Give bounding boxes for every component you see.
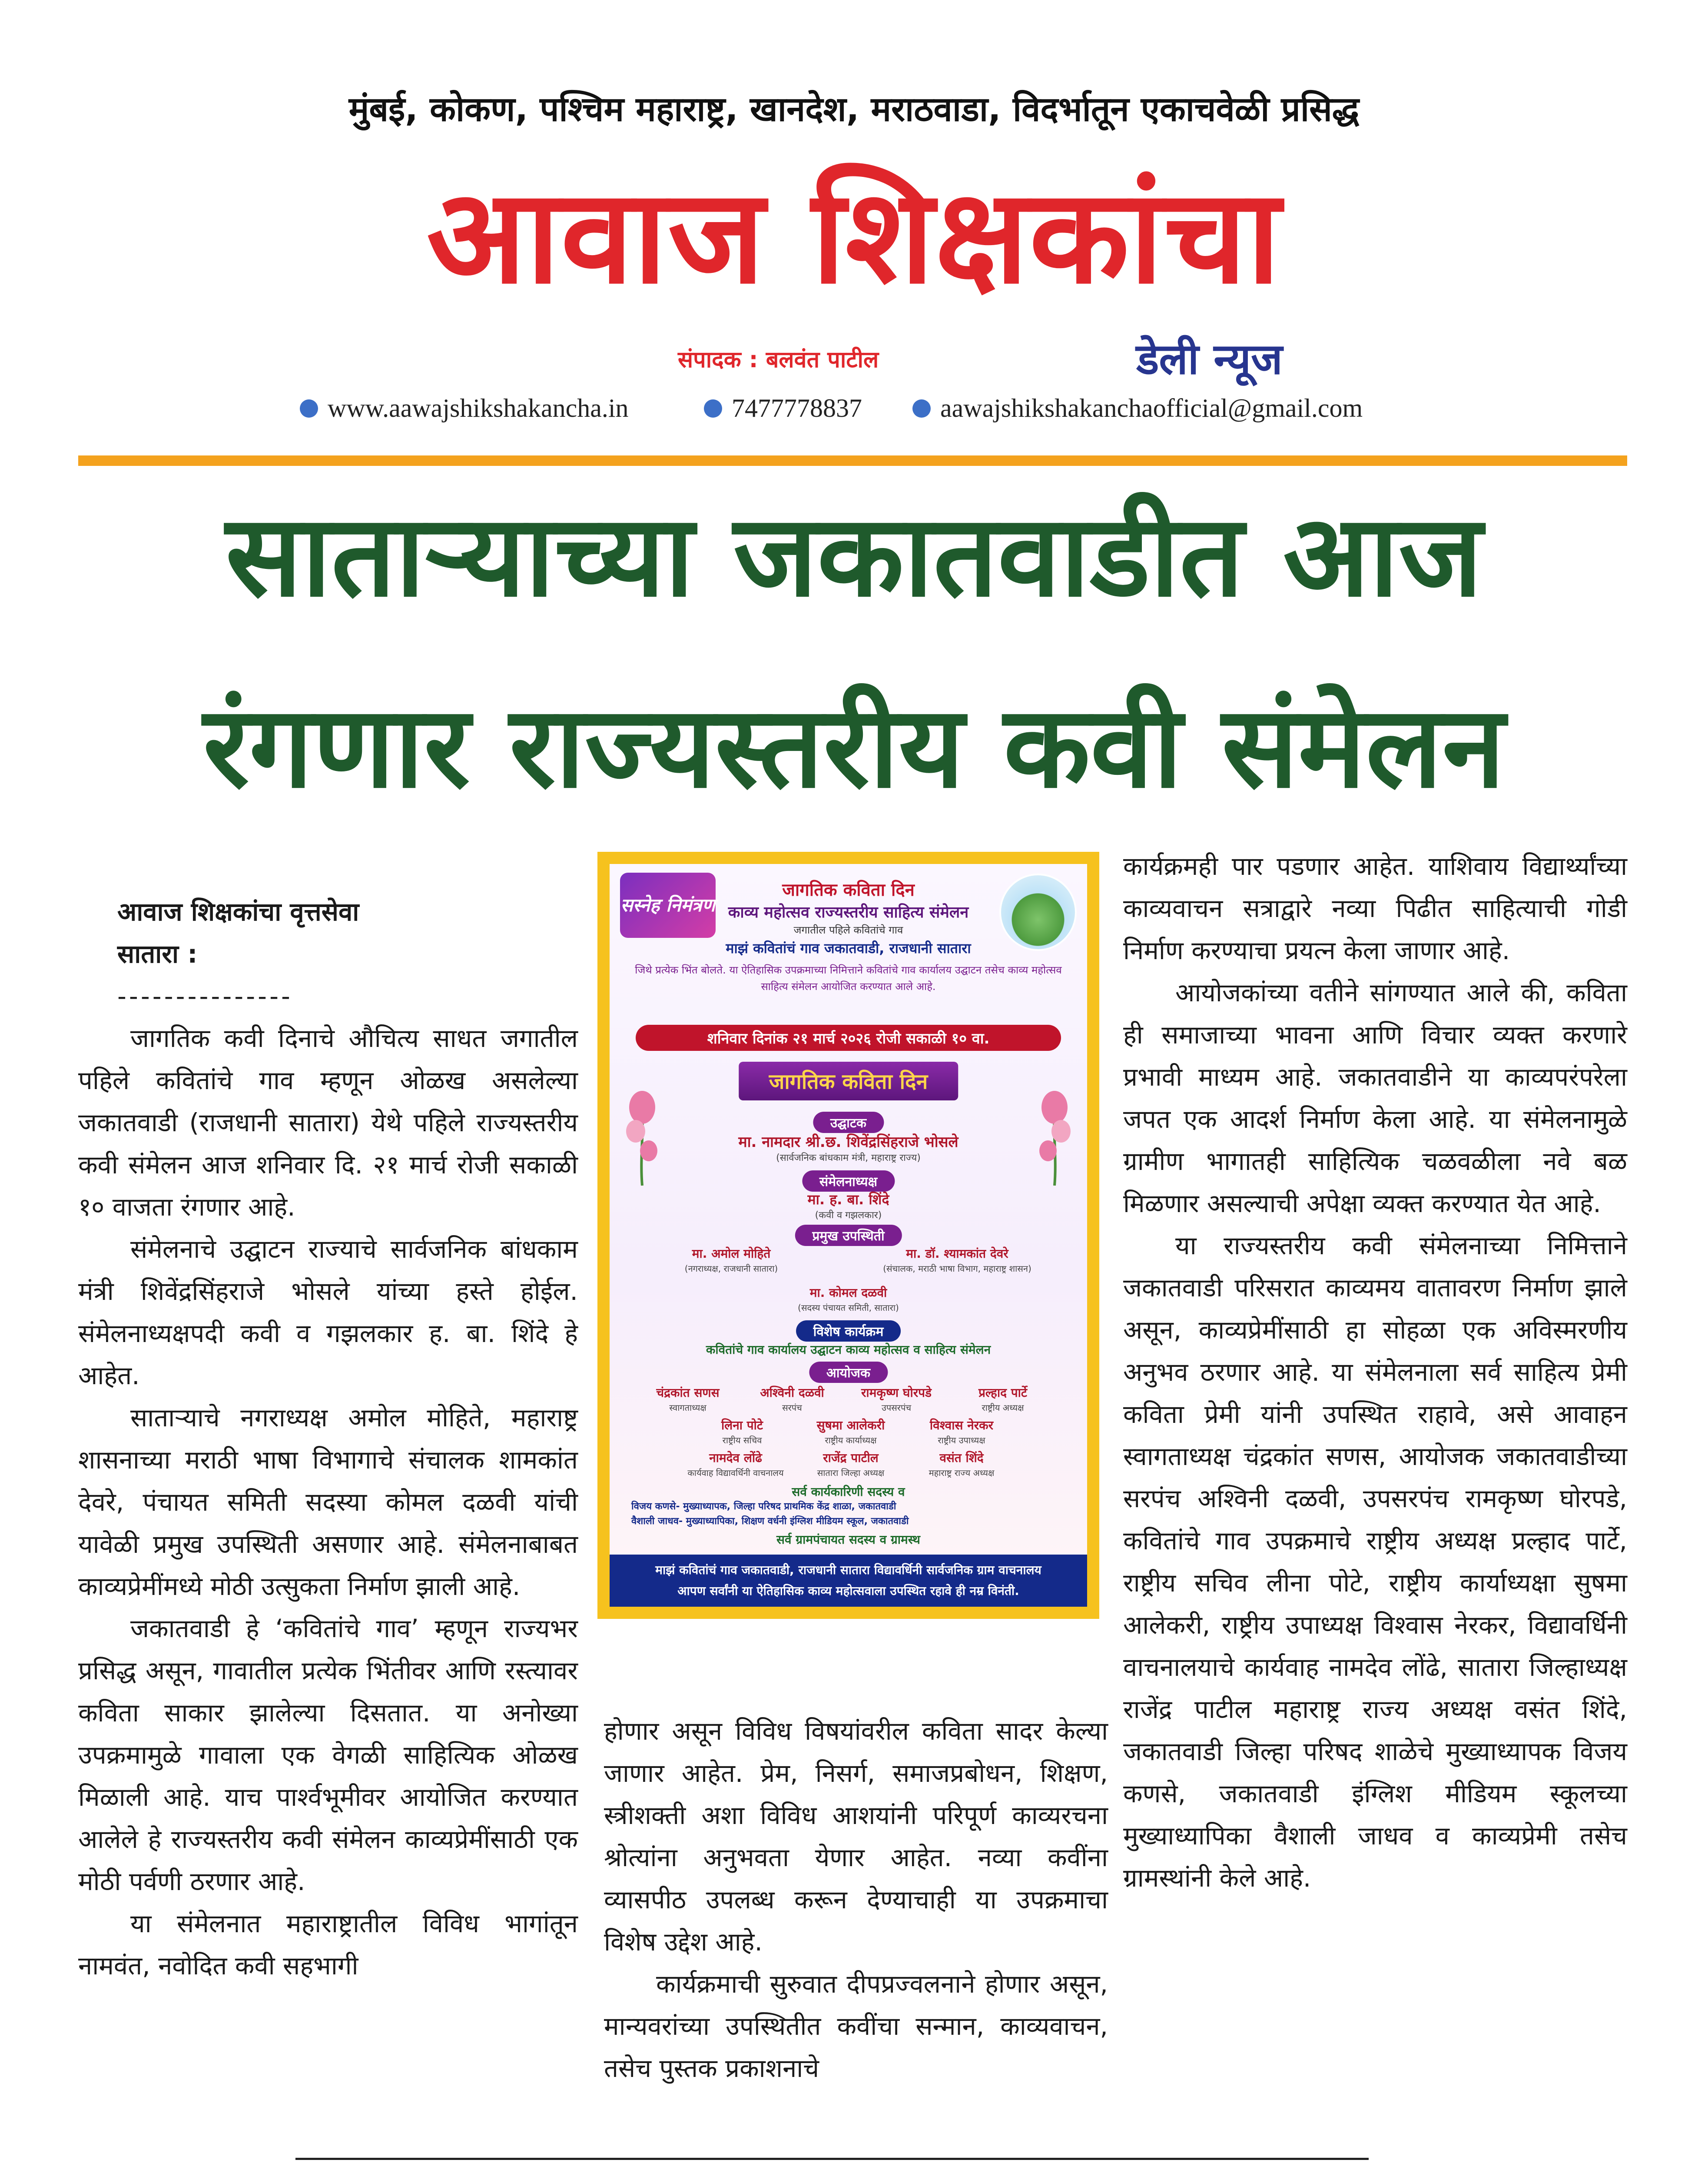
headline-line-1: साताऱ्याच्या जकातवाडीत आज (226, 491, 1482, 622)
poster-sub-1: जगातील पहिले कवितांचे गाव (793, 924, 903, 936)
organizer-role: राष्ट्रीय अध्यक्ष (982, 1402, 1024, 1413)
organizer-role: राष्ट्रीय सचिव (722, 1435, 762, 1445)
mail-icon (912, 399, 931, 418)
president-label: संमेलनाध्यक्ष (802, 1170, 895, 1192)
organizer-role: राष्ट्रीय कार्याध्यक्ष (825, 1435, 877, 1445)
organizer-role: सातारा जिल्हा अध्यक्ष (817, 1468, 885, 1478)
masthead-divider (78, 455, 1627, 466)
organizer (740, 1386, 844, 1415)
guest-1 (627, 1246, 836, 1276)
paragraph: साताऱ्याचे नगराध्यक्ष अमोल मोहिते, महाराष्ट्र शासनाच्या मराठी भाषा विभागाचे संचालक शामकांत देवरे, पंचायत समिती सदस्या कोमल दळवी यांची यावेळी प्रमुख उपस्थिती असणार आहे. संमेलनाबाबत काव्यप्रेमींमध्ये मोठी उत्सुकता निर्माण झाली आहे. (78, 1403, 578, 1601)
guest-2-name: मा. डॉ. श्यामकांत देवरे (906, 1246, 1008, 1261)
organizer-role: सरपंच (782, 1402, 802, 1413)
organizer (844, 1386, 949, 1415)
committee-line: सर्व कार्यकारिणी सदस्य व (792, 1485, 905, 1499)
guest-1-name: मा. अमोल मोहिते (692, 1246, 771, 1261)
president-name: मा. ह. बा. शिंदे (807, 1191, 889, 1208)
article-dateline: सातारा : (117, 939, 198, 969)
website-text[interactable]: www.aawajshikshakancha.in (328, 394, 629, 422)
article-divider: --------------- (117, 981, 293, 1011)
organizer-name: रामकृष्ण घोरपडे (861, 1386, 932, 1400)
article-column-3 (1123, 845, 1627, 1899)
paragraph: जागतिक कवी दिनाचे औचित्य साधत जगातील पहिले कवितांचे गाव म्हणून ओळख असलेल्या जकातवाडी (राजधानी सातारा) येथे पहिले राज्यस्तरीय कवी संमेलन आज शनिवार दि. २१ मार्च रोजी सकाळी १० वाजता रंगणार आहे. (78, 1023, 578, 1222)
gram-line: सर्व ग्रामपंचायत सदस्य व ग्रामस्थ (776, 1532, 920, 1547)
special-label: विशेष कार्यक्रम (796, 1320, 901, 1342)
paragraph: जकातवाडी हे ‘कवितांचे गाव’ म्हणून राज्यभर प्रसिद्ध असून, गावातील प्रत्येक भिंतीवर आणि रस्त्यावर कविता साकार झालेल्या दिसतात. या अनोख्या उपक्रमामुळे गावाला एक वेगळी साहित्यिक ओळख मिळाली आहे. याच पार्श्वभूमीवर आयोजित करण्यात आलेले हे राज्यस्तरीय कवी संमेलन काव्यप्रेमींसाठी एक मोठी पर्वणी ठरणार आहे. (78, 1614, 578, 1896)
paragraph: आयोजकांच्या वतीने सांगण्यात आले की, कविता ही समाजाच्या भावना आणि विचार व्यक्त करणारे प्रभावी माध्यम आहे. जकातवाडीने या काव्यपरंपरेला जपत एक आदर्श निर्माण केला आहे. या संमेलनामुळे ग्रामीण भागातही साहित्यिक चळवळीला नवे बळ मिळणार असल्याची अपेक्षा व्यक्त करण्यात येत आहे. (1123, 978, 1627, 1218)
poster-intro: जिथे प्रत्येक भिंत बोलते. या ऐतिहासिक उपक्रमाच्या निमित्ताने कवितांचे गाव कार्यालय उद्घाटन तसेच काव्य महोत्सव साहित्य संमेलन आयोजित करण्यात आले आहे. (635, 964, 1062, 993)
president-role: (कवी व गझलकार) (815, 1210, 882, 1221)
organizer-role: राष्ट्रीय उपाध्यक्ष (938, 1435, 985, 1445)
organizer-role: महाराष्ट्र राज्य अध्यक्ष (929, 1468, 995, 1478)
contact-email[interactable] (912, 393, 1363, 423)
poster-line-vaishali: वैशाली जाधव- मुख्याध्यापिका, शिक्षण वर्धनी इंग्लिश मीडियम स्कूल, जकातवाडी (631, 1516, 909, 1527)
organizer-name: सुषमा आलेकरी (816, 1418, 885, 1432)
organizer-name: प्रल्हाद पार्टे (978, 1386, 1027, 1400)
inaugurator-label: उद्घाटक (813, 1112, 884, 1133)
guests-label: प्रमुख उपस्थिती (795, 1225, 902, 1246)
masthead-tagline: मुंबई, कोकण, पश्चिम महाराष्ट्र, खानदेश, मराठवाडा, विदर्भातून एकाचवेळी प्रसिद्ध (348, 90, 1360, 129)
guest-1-role: (नगराध्यक्ष, राजधानी सातारा) (684, 1263, 778, 1274)
organizer (675, 1451, 796, 1480)
organizer-role: उपसरपंच (881, 1402, 912, 1413)
guest-3-name: मा. कोमल दळवी (809, 1286, 887, 1300)
organizer (905, 1451, 1018, 1480)
organizer (636, 1386, 740, 1415)
inaugurator-role: (सार्वजनिक बांधकाम मंत्री, महाराष्ट्र राज्य) (776, 1153, 921, 1163)
organizer-role: कार्यवाह विद्यावर्धिनी वाचनालय (687, 1468, 784, 1478)
poster-footer (610, 1555, 1087, 1607)
footer-divider-top (295, 2158, 1369, 2160)
poster-footer-line-2: आपण सर्वांनी या ऐतिहासिक काव्य महोत्सवाला उपस्थित रहावे ही नम्र विनंती. (677, 1584, 1019, 1598)
paragraph: होणार असून विविध विषयांवरील कविता सादर केल्या जाणार आहेत. प्रेम, निसर्ग, समाजप्रबोधन, शिक्षण, स्त्रीशक्ती अशा विविध आशयांनी परिपूर्ण काव्यरचना श्रोत्यांना अनुभवता येणार आहेत. नव्या कवींना व्यासपीठ उपलब्ध करून देण्याचाही या उपक्रमाचा विशेष उद्देश आहे. (604, 1716, 1108, 1957)
organizer-name: राजेंद्र पाटील (823, 1451, 879, 1465)
poster-footer-line-1: माझं कवितांचं गाव जकातवाडी, राजधानी सातारा विद्यावर्धिनी सार्वजनिक ग्राम वाचनालय (655, 1563, 1041, 1577)
organizer (949, 1386, 1057, 1415)
organizers-label: आयोजक (809, 1362, 888, 1383)
organizer-name: विश्वास नेरकर (929, 1418, 994, 1432)
organizer-name: वसंत शिंदे (939, 1451, 984, 1465)
guest-3-role: (सदस्य पंचायत समिती, सातारा) (798, 1302, 899, 1313)
article-byline: आवाज शिक्षकांचा वृत्तसेवा (117, 897, 359, 927)
organizer-role: स्वागताध्यक्ष (669, 1402, 706, 1413)
poster-date: शनिवार दिनांक २१ मार्च २०२६ रोजी सकाळी १० वा. (636, 1025, 1061, 1051)
contact-phone[interactable] (704, 393, 862, 423)
organizer-name: अश्विनी दळवी (760, 1386, 824, 1400)
paragraph: संमेलनाचे उद्घाटन राज्याचे सार्वजनिक बांधकाम मंत्री शिवेंद्रसिंहराजे भोसले यांच्या हस्ते होईल. संमेलनाध्यक्षपदी कवी व गझलकार ह. बा. शिंदे हे आहेत. (78, 1234, 578, 1390)
guest-2-role: (संचालक, मराठी भाषा विभाग, महाराष्ट्र शासन) (883, 1263, 1031, 1274)
poster-day-banner: जागतिक कविता दिन (739, 1062, 958, 1100)
guest-2 (840, 1246, 1075, 1276)
special-event: कवितांचे गाव कार्यालय उद्घाटन काव्य महोत्सव व साहित्य संमेलन (706, 1342, 991, 1357)
guest-3 (610, 1286, 1087, 1315)
headline-line-2: रंगणार राज्यस्तरीय कवी संमेलन (203, 682, 1505, 813)
paragraph: या संमेलनात महाराष्ट्रातील विविध भागांतून नामवंत, नवोदित कवी सहभागी (78, 1909, 578, 1980)
invitation-poster (597, 852, 1099, 1619)
organizer-name: चंद्रकांत सणस (656, 1386, 720, 1400)
article-column-1 (78, 891, 578, 1987)
organizer (796, 1451, 905, 1480)
poster-badge: सस्नेह निमंत्रण (620, 873, 716, 938)
poster-line-vijay: विजय कणसे- मुख्याध्यापक, जिल्हा परिषद प्राथमिक केंद्र शाळा, जकातवाडी (631, 1501, 896, 1512)
poster-title-2: काव्य महोत्सव राज्यस्तरीय साहित्य संमेलन (728, 904, 969, 921)
poster-sub-2: माझं कवितांचं गाव जकातवाडी, राजधानी सातारा (726, 940, 971, 957)
organizer (796, 1418, 905, 1448)
phone-icon (704, 399, 722, 418)
globe-icon (300, 399, 318, 418)
email-text[interactable]: aawajshikshakanchaofficial@gmail.com (940, 394, 1363, 422)
newspaper-title: आवाज शिक्षकांचा (426, 161, 1282, 312)
editor-credit: संपादक : बलवंत पाटील (678, 347, 879, 373)
organizer-name: लिना पोटे (721, 1418, 763, 1432)
organizer (688, 1418, 796, 1448)
contact-website[interactable] (300, 393, 629, 423)
organizer (905, 1418, 1018, 1448)
paragraph: कार्यक्रमही पार पडणार आहेत. याशिवाय विद्यार्थ्यांच्या काव्यवाचन सत्राद्वारे नव्या पिढीत साहित्याची गोडी निर्माण करण्याचा प्रयत्न केला जाणार आहे. (1123, 851, 1627, 965)
inaugurator-name: मा. नामदार श्री.छ. शिवेंद्रसिंहराजे भोसले (738, 1133, 958, 1151)
organizer-name: नामदेव लोंढे (709, 1451, 762, 1465)
phone-text[interactable]: 7477778837 (732, 394, 862, 422)
poster-title-1: जागतिक कविता दिन (782, 880, 915, 900)
paragraph: कार्यक्रमाची सुरुवात दीपप्रज्वलनाने होणार असून, मान्यवरांच्या उपस्थितीत कवींचा सन्मान, काव्यवाचन, तसेच पुस्तक प्रकाशनाचे (604, 1969, 1108, 2083)
article-column-2 (604, 1710, 1108, 2090)
edition-label: डेली न्यूज (1136, 335, 1283, 384)
paragraph: या राज्यस्तरीय कवी संमेलनाच्या निमित्ताने जकातवाडी परिसरात काव्यमय वातावरण निर्माण झाले असून, काव्यप्रेमींसाठी हा सोहळा एक अविस्मरणीय अनुभव ठरणार आहे. या संमेलनाला सर्व साहित्य प्रेमी कविता प्रेमी यांनी उपस्थित राहावे, असे आवाहन स्वागताध्यक्ष चंद्रकांत सणस, आयोजक जकातवाडीच्या सरपंच अश्विनी दळवी, उपसरपंच रामकृष्ण घोरपडे, कवितांचे गाव उपक्रमाचे राष्ट्रीय अध्यक्ष प्रल्हाद पार्टे, राष्ट्रीय सचिव लीना पोटे, राष्ट्रीय कार्याध्यक्षा सुषमा आलेकरी, राष्ट्रीय उपाध्यक्ष विश्वास नेरकर, विद्यावर्धिनी वाचनालयाचे कार्यवाह नामदेव लोंढे, सातारा जिल्हाध्यक्ष राजेंद्र पाटील महाराष्ट्र राज्य अध्यक्ष वसंत शिंदे, जकातवाडी जिल्हा परिषद शाळेचे मुख्याध्यापक विजय कणसे, जकातवाडी इंग्लिश मीडियम स्कूलच्या मुख्याध्यापिका वैशाली जाधव व काव्यप्रेमी तसेच ग्रामस्थांनी केले आहे. (1123, 1231, 1627, 1893)
